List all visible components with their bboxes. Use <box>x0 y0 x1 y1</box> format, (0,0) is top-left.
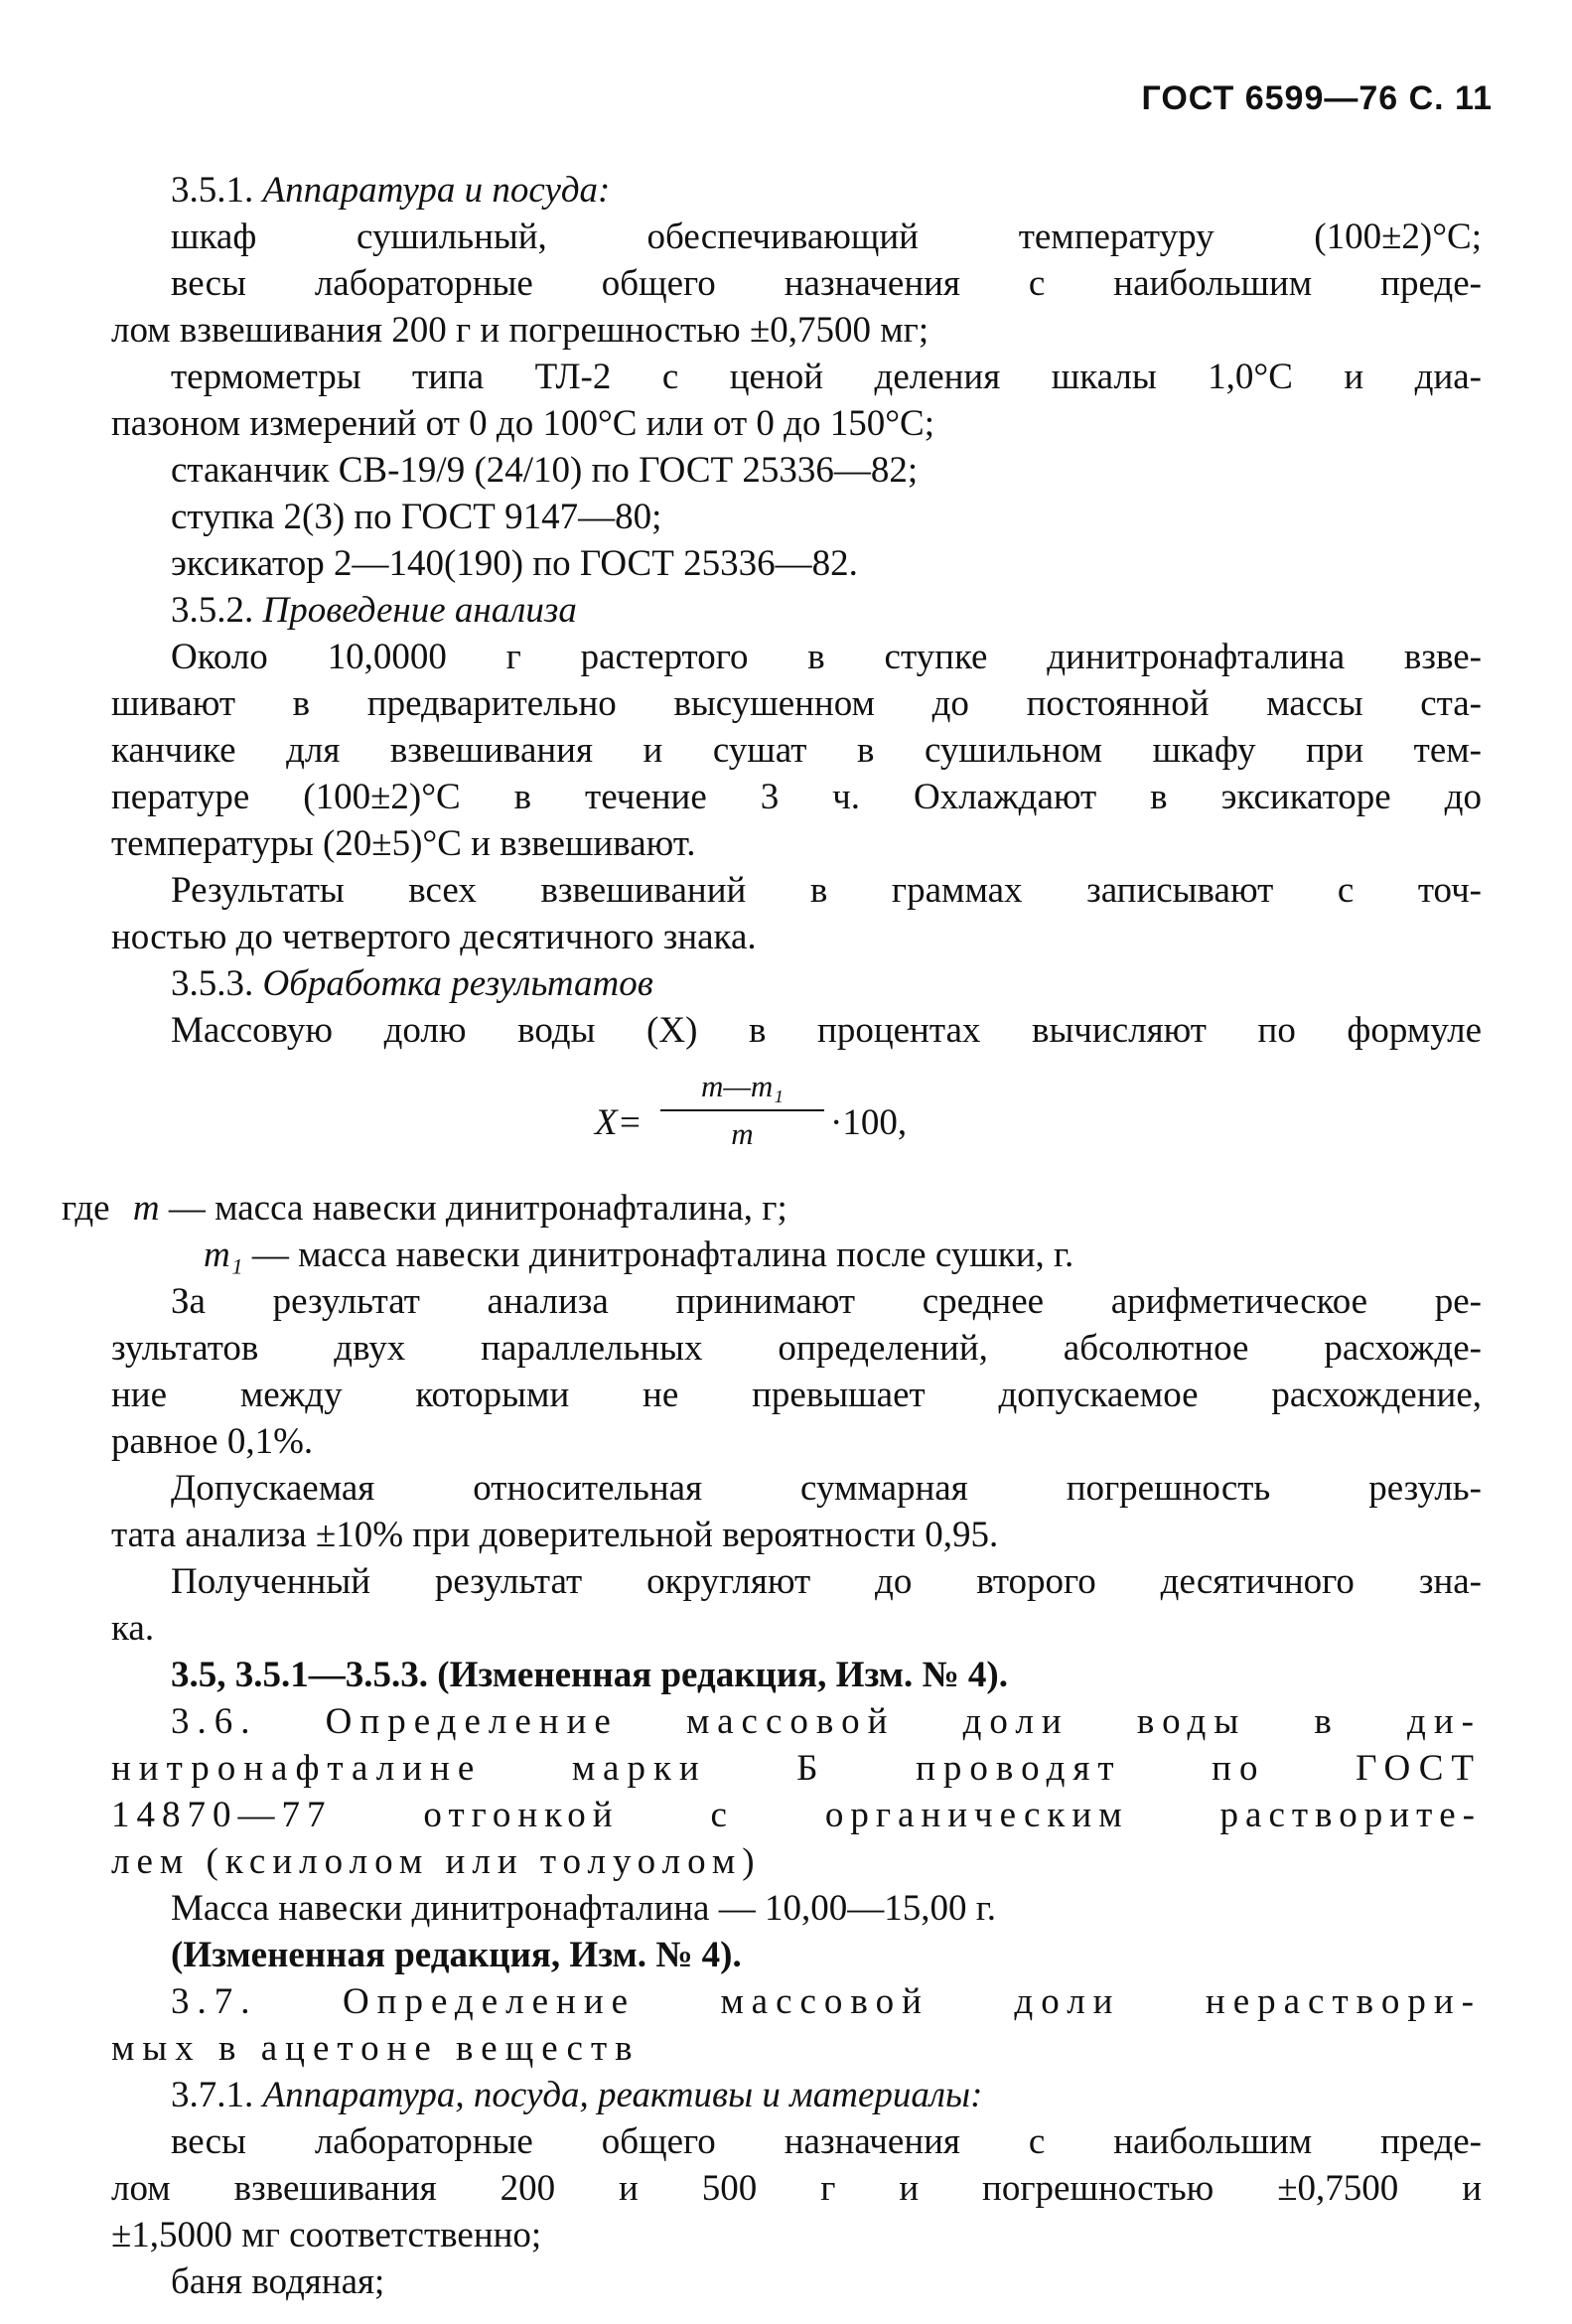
change-note: 3.5, 3.5.1—3.5.3. (Измененная редакция, Изм. № 4). <box>171 1655 1008 1695</box>
text-line: За результат анализа принимают среднее арифметическое ре- <box>171 1281 1482 1322</box>
text-line: Полученный результат округляют до второго десятичного зна- <box>171 1561 1482 1602</box>
text-line: 14870—77 отгонкой с органическим растворите- <box>111 1795 1482 1835</box>
text-line: лем (ксилолом или толуолом) <box>111 1841 762 1882</box>
text-line: мых в ацетоне веществ <box>111 2028 641 2069</box>
text-line: ка. <box>111 1608 155 1649</box>
section-heading: 3.7.1. Аппаратура, посуда, реактивы и материалы: <box>171 2075 983 2115</box>
text-line: пературе (100±2)°С в течение 3 ч. Охлаждают в эксикаторе до <box>111 777 1482 817</box>
page-header: ГОСТ 6599—76 С. 11 <box>1141 79 1493 117</box>
text-line: температуры (20±5)°С и взвешивают. <box>111 823 696 864</box>
text-line: весы лабораторные общего назначения с наибольшим преде- <box>171 2121 1482 2162</box>
where-row: m₁ — масса навески динитронафталина после сушки, г. <box>204 1235 1074 1275</box>
text-line: лом взвешивания 200 и 500 г и погрешностью ±0,7500 и <box>111 2168 1482 2209</box>
formula-lhs: X= <box>595 1102 643 1143</box>
section-heading: 3.6. Определение массовой доли воды в ди- <box>171 1701 1482 1742</box>
text-line: Около 10,0000 г растертого в ступке динитронафталина взве- <box>171 637 1482 677</box>
formula-fraction <box>660 1068 824 1153</box>
formula-rest: ·100, <box>830 1102 908 1143</box>
text-line: ступка 2(3) по ГОСТ 9147—80; <box>171 497 662 537</box>
text-line: зультатов двух параллельных определений, абсолютное расхожде- <box>111 1328 1482 1369</box>
section-heading: 3.5.1. Аппаратура и посуда: <box>171 170 611 211</box>
text-line: тата анализа ±10% при доверительной вероятности 0,95. <box>111 1515 999 1555</box>
text-line: Масса навески динитронафталина — 10,00—15,00 г. <box>171 1888 996 1929</box>
formula-denominator: m <box>731 1116 754 1151</box>
section-heading: 3.7. Определение массовой доли нераствори- <box>171 1981 1482 2022</box>
text-line: шкаф сушильный, обеспечивающий температуру (100±2)°С; <box>171 217 1482 257</box>
formula <box>111 1068 1482 1177</box>
document-body <box>62 167 1482 2305</box>
text-line: термометры типа ТЛ-2 с ценой деления шкалы 1,0°С и диа- <box>171 357 1482 397</box>
change-note: (Измененная редакция, Изм. № 4). <box>171 1935 742 1975</box>
text-line: стаканчик СВ-19/9 (24/10) по ГОСТ 25336—82; <box>171 450 919 491</box>
text-line: баня водяная; <box>171 2261 385 2302</box>
text-line: ностью до четвертого десятичного знака. <box>111 917 757 957</box>
text-line: ±1,5000 мг соответственно; <box>111 2215 542 2255</box>
text-line: весы лабораторные общего назначения с наибольшим преде- <box>171 263 1482 304</box>
text-line: шивают в предварительно высушенном до постоянной массы ста- <box>111 683 1482 724</box>
text-line: Допускаемая относительная суммарная погрешность резуль- <box>171 1468 1482 1509</box>
text-line: ние между которыми не превышает допускаемое расхождение, <box>111 1375 1482 1415</box>
section-heading: 3.5.2. Проведение анализа <box>171 590 577 631</box>
formula-numerator: m—m₁ <box>700 1069 785 1103</box>
text-line: лом взвешивания 200 г и погрешностью ±0,7500 мг; <box>111 310 929 351</box>
text-line: пазоном измерений от 0 до 100°С или от 0 до 150°С; <box>111 403 934 444</box>
where-row: где m — масса навески динитронафталина, г; <box>62 1188 787 1229</box>
section-heading: 3.5.3. Обработка результатов <box>171 963 653 1004</box>
text-line: равное 0,1%. <box>111 1421 314 1462</box>
text-line: эксикатор 2—140(190) по ГОСТ 25336—82. <box>171 543 858 584</box>
text-line: Массовую долю воды (X) в процентах вычисляют по формуле <box>171 1010 1482 1051</box>
text-line: канчике для взвешивания и сушат в сушильном шкафу при тем- <box>111 730 1482 771</box>
fraction-bar <box>660 1109 824 1111</box>
text-line: нитронафталине марки Б проводят по ГОСТ <box>111 1748 1482 1789</box>
text-line: Результаты всех взвешиваний в граммах записывают с точ- <box>171 870 1482 911</box>
